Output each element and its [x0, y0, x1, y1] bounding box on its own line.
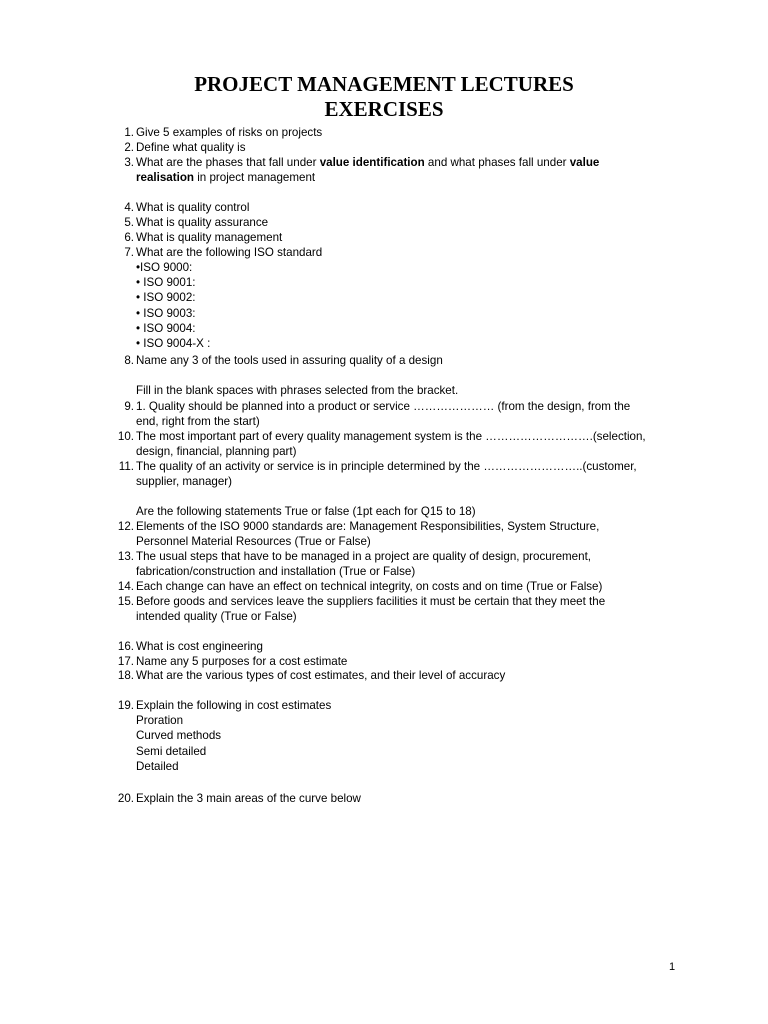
question-number: 11.: [118, 460, 134, 473]
question-number: 19.: [117, 699, 134, 712]
question-number: 9.: [124, 400, 134, 413]
bold-term: realisation: [136, 171, 194, 184]
question-text: Name any 3 of the tools used in assuring quality of a design: [136, 354, 443, 367]
question-text: What is cost engineering: [136, 640, 263, 653]
iso-item: • ISO 9003:: [136, 307, 196, 320]
question-number: 14.: [117, 580, 134, 593]
question-text: Explain the following in cost estimates: [136, 699, 332, 712]
question-9-continued: end, right from the start): [136, 415, 260, 428]
question-text: 1. Quality should be planned into a product or service ………………… (from the design, from the: [136, 400, 631, 413]
question-text: What are the following ISO standard: [136, 246, 323, 259]
question-text: Give 5 examples of risks on projects: [136, 126, 323, 139]
question-number: 18.: [117, 669, 134, 682]
question-number: 16.: [117, 640, 134, 653]
question-number: 8.: [124, 354, 134, 367]
page-title: [0, 72, 768, 122]
question-number: 20.: [117, 792, 134, 805]
question-text: Define what quality is: [136, 141, 246, 154]
question-text: The usual steps that have to be managed in a project are quality of design, procurement,: [136, 550, 592, 563]
bold-term: value: [569, 156, 600, 169]
question-text: What is quality control: [136, 201, 250, 214]
question-text: What is quality assurance: [136, 216, 269, 229]
question-text: Each change can have an effect on technical integrity, on costs and on time (True or False): [136, 580, 603, 593]
question-number: 7.: [124, 246, 134, 259]
question-number: 1.: [124, 126, 134, 139]
question-number: 15.: [117, 595, 134, 608]
question-number: 13.: [117, 550, 134, 563]
estimate-item: Semi detailed: [136, 745, 207, 758]
question-number: 17.: [117, 655, 134, 668]
question-number: 2.: [124, 141, 134, 154]
question-text: The quality of an activity or service is in principle determined by the ……………………..(customer,: [136, 460, 637, 473]
iso-item: • ISO 9001:: [136, 276, 196, 289]
true-false-instructions: Are the following statements True or false (1pt each for Q15 to 18): [136, 505, 476, 518]
question-text-part: and what phases fall under: [424, 156, 570, 169]
title-line-1: PROJECT MANAGEMENT LECTURES: [194, 72, 574, 96]
fill-in-instructions: Fill in the blank spaces with phrases selected from the bracket.: [136, 384, 459, 397]
iso-item: • ISO 9002:: [136, 291, 196, 304]
title-line-2: EXERCISES: [324, 97, 444, 121]
question-10-continued: design, financial, planning part): [136, 445, 297, 458]
question-text-part: in project management: [194, 171, 316, 184]
question-text: [136, 155, 666, 170]
question-text: What are the various types of cost estimates, and their level of accuracy: [136, 669, 506, 682]
question-13-continued: fabrication/construction and installation (True or False): [136, 565, 416, 578]
question-text: What is quality management: [136, 231, 283, 244]
estimate-item: Curved methods: [136, 729, 222, 742]
iso-item: • ISO 9004:: [136, 322, 196, 335]
question-number: 5.: [124, 216, 134, 229]
question-text: Elements of the ISO 9000 standards are: Management Responsibilities, System Structure,: [136, 520, 600, 533]
iso-item: •ISO 9000:: [136, 261, 193, 274]
question-number: 10.: [117, 430, 134, 443]
page-number: 1: [669, 961, 676, 973]
question-text-part: What are the phases that fall under: [136, 156, 320, 169]
estimate-item: Proration: [136, 714, 184, 727]
question-text: Name any 5 purposes for a cost estimate: [136, 655, 348, 668]
question-text: The most important part of every quality management system is the ……………………….(selection,: [136, 430, 646, 443]
question-text: Before goods and services leave the suppliers facilities it must be certain that they meet the: [136, 595, 606, 608]
question-12-continued: Personnel Material Resources (True or False): [136, 535, 371, 548]
question-3-continued: [136, 170, 315, 185]
bold-term: value identification: [319, 156, 425, 169]
question-number: 6.: [124, 231, 134, 244]
question-number: 3.: [124, 156, 134, 169]
question-text: Explain the 3 main areas of the curve below: [136, 792, 361, 805]
question-11-continued: supplier, manager): [136, 475, 233, 488]
question-15-continued: intended quality (True or False): [136, 610, 297, 623]
estimate-item: Detailed: [136, 760, 179, 773]
question-number: 12.: [117, 520, 134, 533]
question-number: 4.: [124, 201, 134, 214]
iso-item: • ISO 9004-X :: [136, 337, 211, 350]
